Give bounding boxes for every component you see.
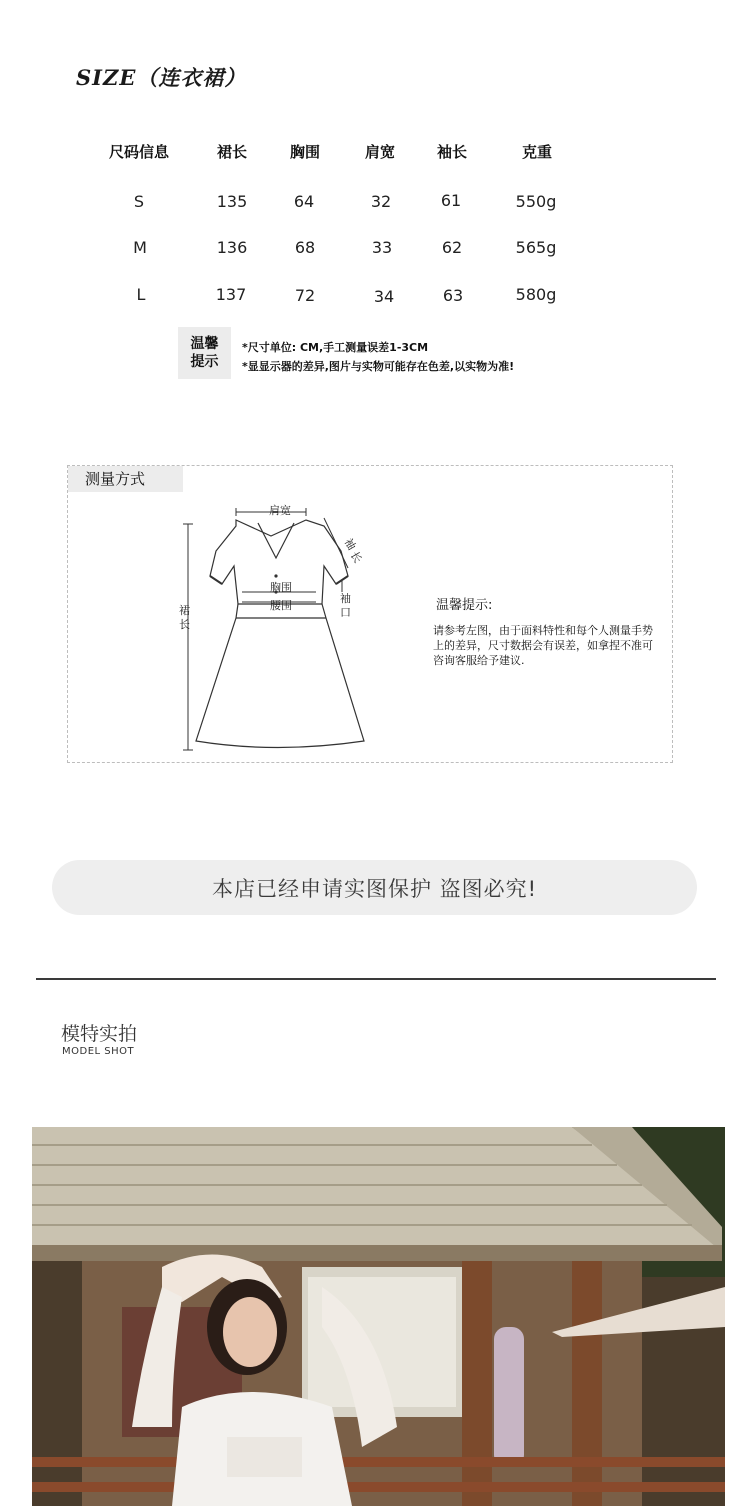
header-weight: 克重 xyxy=(521,143,553,161)
protection-banner xyxy=(52,860,697,915)
table-cell: 136 xyxy=(216,238,248,257)
tip-unit-note: *尺寸单位: CM,手工测量误差1-3CM xyxy=(242,341,429,354)
diagram-label-length: 裙 xyxy=(179,604,190,617)
tip-label xyxy=(178,327,231,379)
tip-label-line: 温馨 xyxy=(190,336,219,352)
table-cell: 63 xyxy=(442,286,464,305)
table-cell: 137 xyxy=(215,285,247,304)
warm-tip-title: 温馨提示: xyxy=(436,598,493,613)
diagram-label-shoulder: 肩宽 xyxy=(269,504,291,517)
header-dress-length: 裙长 xyxy=(216,143,248,161)
table-cell: 68 xyxy=(294,238,316,257)
table-cell: 580g xyxy=(515,285,557,304)
model-shot-subtitle: MODEL SHOT xyxy=(62,1046,135,1057)
table-cell: M xyxy=(133,238,147,257)
table-cell: 135 xyxy=(216,192,248,211)
header-sleeve: 袖长 xyxy=(436,143,468,161)
size-title: SIZE（连衣裙） xyxy=(76,65,247,90)
measure-label: 测量方式 xyxy=(68,466,183,492)
diagram-label-sleeve: 袖 xyxy=(341,536,359,553)
table-cell: 33 xyxy=(371,238,393,257)
tip-label-line: 提示 xyxy=(190,354,219,370)
diagram-label-length: 长 xyxy=(179,618,190,631)
table-cell: 34 xyxy=(373,287,395,306)
table-cell: 550g xyxy=(515,192,557,211)
table-cell: S xyxy=(133,192,145,211)
tip-color-note: *显显示器的差异,图片与实物可能存在色差,以实物为准! xyxy=(242,360,515,373)
table-cell: 61 xyxy=(440,191,462,210)
diagram-label-cuff: 口 xyxy=(340,606,351,619)
table-cell: 565g xyxy=(515,238,557,257)
table-cell: 62 xyxy=(441,238,463,257)
diagram-label-sleeve: 长 xyxy=(347,549,365,566)
diagram-label-cuff: 袖 xyxy=(340,592,351,605)
section-divider xyxy=(36,978,716,980)
header-size-info: 尺码信息 xyxy=(108,143,170,161)
diagram-label-chest: 胸围 xyxy=(270,581,292,594)
model-shot-title: 模特实拍 xyxy=(61,1023,138,1045)
table-cell: 32 xyxy=(370,192,392,211)
header-shoulder: 肩宽 xyxy=(364,143,396,161)
table-cell: L xyxy=(136,285,146,304)
protection-text: 本店已经申请实图保护 盗图必究! xyxy=(211,876,538,901)
table-cell: 64 xyxy=(293,192,315,211)
warm-tip-body: 请参考左图，由于面料特性和每个人测量手势上的差异，尺寸数据会有误差，如拿捏不准可咨询客服给予建议. xyxy=(433,624,653,667)
dress-diagram xyxy=(176,496,366,758)
diagram-label-waist: 腰围 xyxy=(270,599,292,612)
model-photo xyxy=(32,1127,725,1506)
header-chest: 胸围 xyxy=(289,143,321,161)
table-cell: 72 xyxy=(294,286,316,305)
measure-frame xyxy=(67,465,673,763)
